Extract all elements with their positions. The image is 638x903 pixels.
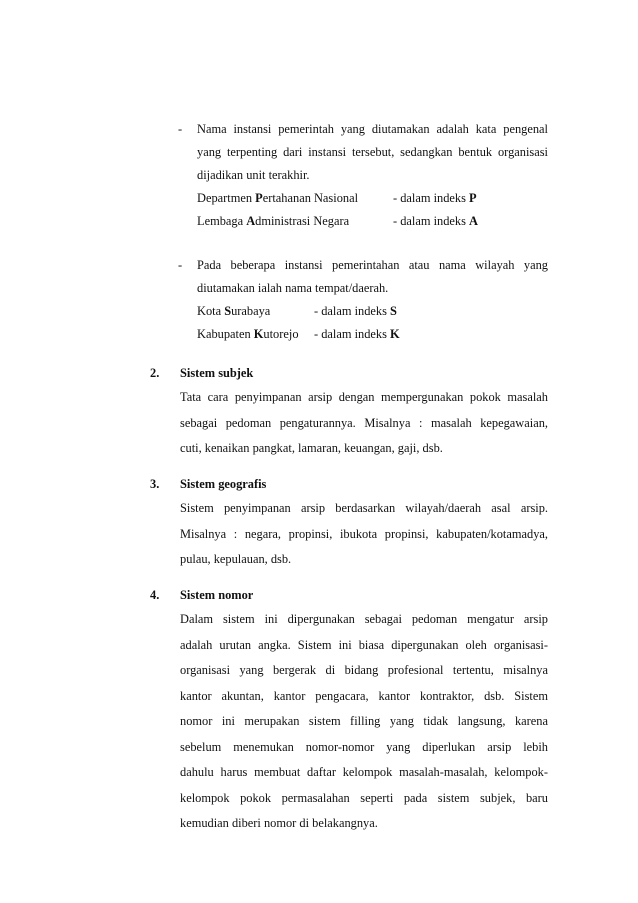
bullet-text (197, 118, 548, 233)
example-index: - dalam indeks K (314, 327, 400, 341)
text-line: cuti, kenaikan pangkat, lamaran, keuangan, gaji, dsb. (180, 441, 443, 455)
text-line: kemudian diberi nomor di belakangnya. (180, 816, 378, 830)
section-title: Sistem nomor (180, 588, 254, 602)
text-line: adalah urutan angka. Sistem ini biasa dipergunakan oleh organisasi- (180, 637, 548, 652)
section-title: Sistem geografis (180, 477, 267, 491)
example-index: - dalam indeks A (393, 214, 478, 228)
text-line: dahulu harus membuat daftar kelompok masalah-masalah, kelompok- (180, 765, 548, 779)
bullet-text (197, 254, 548, 346)
example-row (197, 323, 548, 346)
example-row (197, 187, 548, 210)
text-line: sebagai pedoman pengaturannya. Misalnya : masalah kepegawaian, (180, 415, 548, 430)
section-body (180, 385, 548, 462)
section-title: Sistem subjek (180, 366, 254, 380)
text-line: nomor ini merupakan sistem filling yang tidak langsung, karena (180, 714, 548, 728)
text-line: Misalnya : negara, propinsi, ibukota propinsi, kabupaten/kotamadya, (180, 526, 548, 541)
section-number: 2. (150, 366, 160, 380)
text-line: kelompok pokok permasalahan seperti pada sistem subjek, baru (180, 790, 548, 805)
example-index: - dalam indeks P (393, 191, 477, 205)
text-line: yang terpenting dari instansi tersebut, sedangkan bentuk organisasi (197, 145, 548, 159)
text-line: Pada beberapa instansi pemerintahan atau nama wilayah yang (197, 258, 548, 272)
section-number: 3. (150, 477, 160, 491)
example-name: Lembaga Administrasi Negara (197, 214, 350, 228)
text-line: pulau, kepulauan, dsb. (180, 552, 292, 566)
section-body (180, 496, 548, 573)
bullet-dash: - (178, 122, 183, 136)
example-row (197, 210, 548, 233)
bullet-dash: - (178, 258, 183, 272)
text-line: Sistem penyimpanan arsip berdasarkan wilayah/daerah asal arsip. (180, 501, 548, 515)
example-index: - dalam indeks S (314, 304, 397, 318)
text-line: dijadikan unit terakhir. (197, 168, 310, 182)
section-body (180, 607, 548, 837)
text-line: sebelum menemukan nomor-nomor yang diperlukan arsip lebih (180, 739, 548, 754)
section-number: 4. (150, 588, 160, 602)
example-row (197, 300, 548, 323)
text-line: Dalam sistem ini dipergunakan sebagai pedoman mengatur arsip (180, 612, 548, 626)
text-line: diutamakan ialah nama tempat/daerah. (197, 281, 389, 295)
example-name: Departmen Pertahanan Nasional (197, 191, 359, 205)
text-line: Nama instansi pemerintah yang diutamakan adalah kata pengenal (197, 122, 548, 136)
text-line: organisasi yang bergerak di bidang profesional tertentu, misalnya (180, 663, 548, 677)
text-line: kantor akuntan, kantor pengacara, kantor kontraktor, dsb. Sistem (180, 688, 548, 703)
text-line: Tata cara penyimpanan arsip dengan mempergunakan pokok masalah (180, 390, 548, 404)
example-name: Kabupaten Kutorejo (197, 327, 299, 341)
example-name: Kota Surabaya (197, 304, 271, 318)
